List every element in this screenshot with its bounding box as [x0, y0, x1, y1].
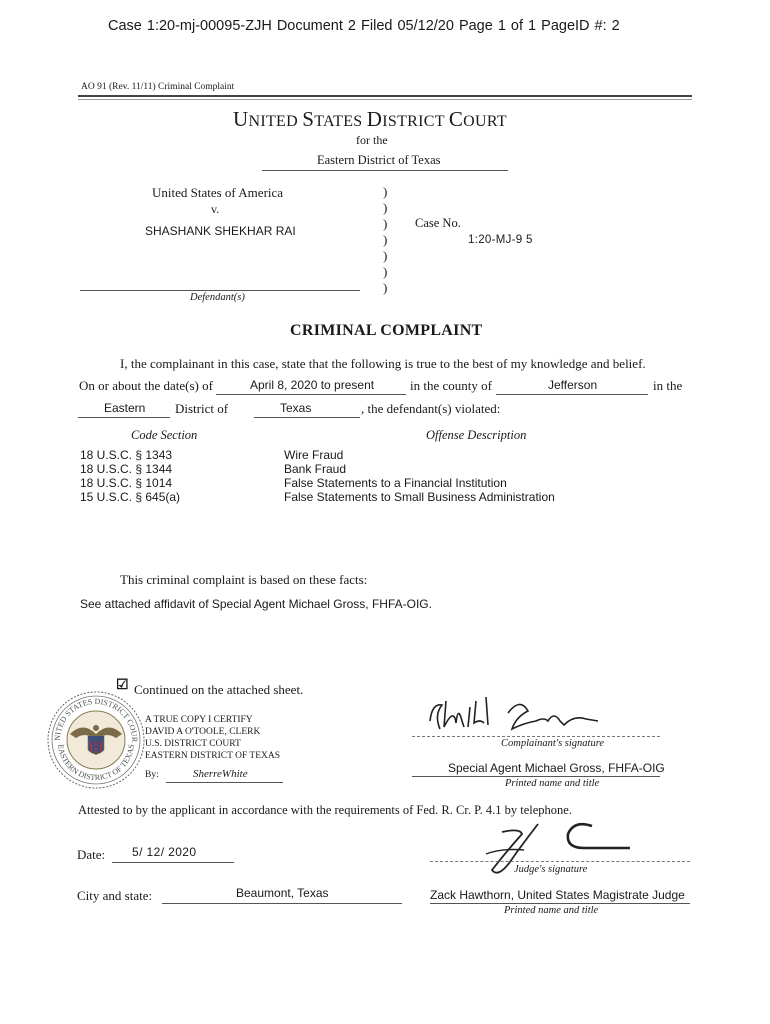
defendant-label: Defendant(s) — [190, 292, 245, 303]
district-label: District of — [175, 401, 229, 416]
caption-paren: ) — [383, 232, 388, 247]
complainant-printed-rule — [412, 776, 660, 777]
complainant-signature-label: Complainant's signature — [501, 738, 605, 749]
date-rule — [216, 394, 406, 395]
offense-row-desc: False Statements to a Financial Institution — [284, 476, 507, 490]
court-seal — [46, 690, 146, 790]
district-value: Eastern — [104, 401, 146, 415]
judge-printed-label: Printed name and title — [504, 905, 599, 916]
date-rule — [112, 862, 234, 863]
judge-signature-label: Judge's signature — [514, 864, 588, 875]
certify-line: EASTERN DISTRICT OF TEXAS — [145, 751, 281, 761]
judge-printed-name: Zack Hawthorn, United States Magistrate Judge — [430, 888, 685, 902]
complainant-signature-rule — [412, 736, 660, 737]
county-value: Jefferson — [548, 378, 598, 392]
caption-paren: ) — [383, 280, 388, 295]
plaintiff: United States of America — [152, 185, 284, 200]
complaint-heading: CRIMINAL COMPLAINT — [290, 322, 483, 339]
certify-by-rule — [166, 782, 283, 783]
court-title: UNITED STATES DISTRICT COURT — [233, 107, 507, 131]
offense-row-desc: Bank Fraud — [284, 462, 347, 476]
facts-text: See attached affidavit of Special Agent Michael Gross, FHFA-OIG. — [80, 597, 432, 611]
county-rule — [496, 394, 648, 395]
court-district-rule — [262, 170, 508, 171]
offense-row-code: 18 U.S.C. § 1343 — [80, 448, 173, 462]
certify-line: DAVID A O'TOOLE, CLERK — [145, 727, 261, 737]
form-top-rule-thin — [78, 99, 692, 100]
case-no-value: 1:20-MJ-9 5 — [468, 234, 533, 246]
caption-paren: ) — [383, 264, 388, 279]
filing-header: Case 1:20-mj-00095-ZJH Document 2 Filed 05/12/20 Page 1 of 1 PageID #: 2 — [108, 18, 620, 34]
caption-paren: ) — [383, 200, 388, 215]
county-prefix: in the county of — [410, 378, 492, 393]
city-value: Beaumont, Texas — [236, 886, 329, 900]
violated-suffix: , the defendant(s) violated: — [361, 401, 501, 416]
court-seal-icon — [46, 690, 146, 790]
certify-signature: SherreWhite — [193, 768, 248, 780]
city-rule — [162, 903, 402, 904]
versus: v. — [211, 202, 220, 216]
city-label: City and state: — [77, 888, 153, 903]
caption-paren: ) — [383, 248, 388, 263]
complainant-printed-name: Special Agent Michael Gross, FHFA-OIG — [448, 761, 665, 775]
svg-text:EASTERN DISTRICT OF TEXAS: EASTERN DISTRICT OF TEXAS — [56, 743, 136, 783]
continued-label: Continued on the attached sheet. — [134, 682, 304, 697]
caption-paren: ) — [383, 216, 388, 231]
date-value: 5/ 12/ 2020 — [132, 845, 197, 859]
date-label: Date: — [77, 847, 106, 862]
facts-intro: This criminal complaint is based on these facts: — [120, 572, 368, 587]
code-section-header: Code Section — [131, 428, 198, 442]
defendant-name: SHASHANK SHEKHAR RAI — [145, 224, 296, 238]
certify-line: A TRUE COPY I CERTIFY — [145, 715, 253, 725]
district-rule — [78, 417, 170, 418]
judge-printed-rule — [430, 903, 690, 904]
complainant-printed-label: Printed name and title — [505, 778, 600, 789]
offense-row-code: 18 U.S.C. § 1344 — [80, 462, 173, 476]
attestation: Attested to by the applicant in accordance with the requirements of Fed. R. Cr. P. 4.1 by telephone. — [78, 803, 572, 817]
certify-by-label: By: — [145, 770, 159, 780]
svg-text:UNITED STATES DISTRICT COURT: NITED STATES DISTRICT COUR — [52, 696, 140, 742]
caption-paren: ) — [383, 184, 388, 199]
state-value: Texas — [280, 401, 312, 415]
complainant-signature — [424, 693, 604, 737]
complaint-intro: I, the complainant in this case, state that the following is true to the best of my knowledge and belief. — [120, 356, 646, 371]
offense-row-desc: Wire Fraud — [284, 448, 344, 462]
offense-description-header: Offense Description — [426, 428, 527, 442]
form-top-rule — [78, 95, 692, 97]
case-no-label: Case No. — [415, 216, 461, 230]
county-suffix: in the — [653, 378, 683, 393]
defendant-rule — [80, 290, 360, 291]
date-value: April 8, 2020 to present — [250, 378, 375, 392]
for-the: for the — [356, 133, 388, 147]
judge-signature-rule — [430, 861, 690, 862]
state-rule — [254, 417, 360, 418]
signature-icon — [424, 693, 604, 737]
offense-row-desc: False Statements to Small Business Administration — [284, 490, 555, 504]
continued-checkbox[interactable]: ☑ — [116, 678, 129, 693]
form-id: AO 91 (Rev. 11/11) Criminal Complaint — [81, 82, 235, 92]
offense-row-code: 18 U.S.C. § 1014 — [80, 476, 173, 490]
court-district: Eastern District of Texas — [317, 153, 441, 167]
certify-line: U.S. DISTRICT COURT — [145, 739, 241, 749]
date-prefix: On or about the date(s) of — [79, 378, 213, 393]
offense-row-code: 15 U.S.C. § 645(a) — [80, 490, 181, 504]
